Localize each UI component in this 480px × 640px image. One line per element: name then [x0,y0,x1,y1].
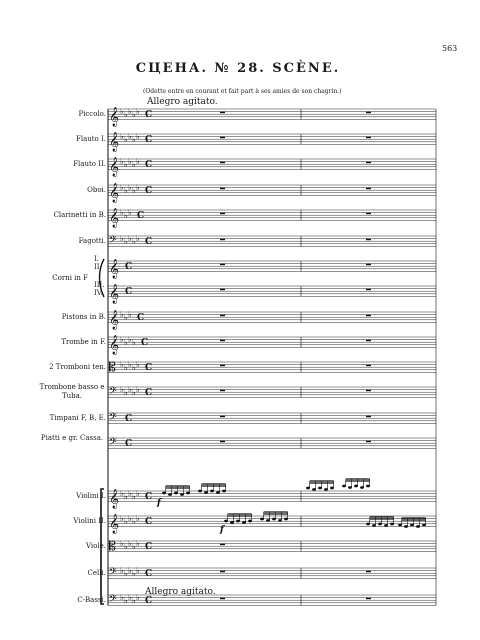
instrument-label: C-Bassi. [77,595,106,604]
note-head [168,493,172,496]
treble-clef-icon: 𝄞 [109,107,120,127]
flat-icon: ♭ [136,107,140,116]
time-signature: C [145,110,153,121]
flat-icon: ♭ [128,539,132,548]
whole-rest [220,264,225,266]
flat-icon: ♭ [124,338,128,347]
flat-icon: ♭ [128,514,132,523]
whole-rest [220,365,225,367]
treble-clef-icon: 𝄞 [109,259,120,279]
flat-icon: ♭ [128,208,132,217]
treble-clef-icon: 𝄞 [109,310,120,330]
alto-clef-icon: 𝄡 [109,539,116,553]
note-head [404,525,408,528]
whole-rest [220,289,225,291]
flat-icon: ♭ [128,107,132,116]
flat-icon: ♭ [124,363,128,372]
flat-icon: ♭ [132,135,136,144]
flat-icon: ♭ [128,566,132,575]
flat-icon: ♭ [124,186,128,195]
flat-icon: ♭ [136,539,140,548]
whole-rest [220,188,225,190]
note-head [260,518,264,521]
whole-rest [220,239,225,241]
whole-rest [366,162,371,164]
note-head [422,524,426,527]
horn-number-label: I. [94,255,99,263]
instrument-label: Flauto I. [75,134,106,143]
flat-icon: ♭ [124,211,128,220]
whole-rest [220,137,225,139]
note-head [318,487,322,490]
flat-icon: ♭ [124,313,128,322]
instrument-label: Violini II. [73,516,106,525]
flat-icon: ♭ [136,132,140,141]
whole-rest [366,315,371,317]
flat-icon: ♭ [120,310,124,319]
whole-rest [366,137,371,139]
note-head [416,525,420,528]
flat-icon: ♭ [124,135,128,144]
time-signature: C [145,237,153,248]
flat-icon: ♭ [136,183,140,192]
whole-rest [366,289,371,291]
whole-rest [366,239,371,241]
note-head [324,488,328,491]
whole-rest [220,112,225,114]
flat-icon: ♭ [136,514,140,523]
note-head [198,490,202,493]
tempo-marking-bottom: Allegro agitato. [145,587,216,597]
time-signature: C [137,211,145,222]
note-head [348,486,352,489]
note-head [366,523,370,526]
horn-number-label: III. [94,281,105,289]
note-head [342,485,346,488]
flat-icon: ♭ [124,110,128,119]
flat-icon: ♭ [128,385,132,394]
note-head [378,523,382,526]
time-signature: C [145,542,153,553]
flat-icon: ♭ [124,596,128,605]
flat-icon: ♭ [132,110,136,119]
flat-icon: ♭ [132,542,136,551]
note-head [216,491,220,494]
whole-rest [220,390,225,392]
whole-rest [220,162,225,164]
note-head [312,488,316,491]
time-signature: C [137,313,145,324]
horn-number-label: II. [94,263,102,271]
whole-rest [220,544,225,546]
note-head [266,519,270,522]
flat-icon: ♭ [120,107,124,116]
note-head [306,487,310,490]
whole-rest [220,571,225,573]
horn-group-label: Corni in F [52,274,88,282]
note-head [248,520,252,523]
instrument-label: Piatti e gr. Cassa. [40,434,104,443]
flat-icon: ♭ [124,388,128,397]
flat-icon: ♭ [120,183,124,192]
instrument-label: Timpani F, B, E. [49,413,106,422]
flat-icon: ♭ [124,160,128,169]
note-head [180,493,184,496]
flat-icon: ♭ [128,157,132,166]
flat-icon: ♭ [132,338,136,347]
note-head [210,490,214,493]
flat-icon: ♭ [136,489,140,498]
flat-icon: ♭ [128,132,132,141]
instrument-label: Piccolo. [78,109,106,118]
whole-rest [220,598,225,600]
alto-clef-icon: 𝄡 [109,360,116,374]
instrument-label: Trombe in F. [61,337,106,346]
flat-icon: ♭ [132,186,136,195]
dynamic-forte: f [157,498,161,508]
flat-icon: ♭ [120,385,124,394]
note-head [204,491,208,494]
page-title: СЦЕНА. № 28. SCÈNE. [135,61,341,76]
flat-icon: ♭ [124,492,128,501]
treble-clef-icon: 𝄞 [109,208,120,228]
dynamic-forte: f [220,525,224,535]
time-signature: C [125,439,133,450]
horn-number-label: IV. [94,289,103,297]
instrument-label: Flauto II. [73,159,106,168]
whole-rest [366,188,371,190]
flat-icon: ♭ [136,157,140,166]
note-head [272,518,276,521]
flat-icon: ♭ [124,569,128,578]
flat-icon: ♭ [120,208,124,217]
instrument-label: Oboi. [87,185,106,194]
treble-clef-icon: 𝄞 [109,183,120,203]
whole-rest [220,441,225,443]
whole-rest [366,598,371,600]
note-head [284,518,288,521]
flat-icon: ♭ [128,335,132,344]
tempo-marking-top: Allegro agitato. [147,97,218,107]
whole-rest [366,571,371,573]
flat-icon: ♭ [120,489,124,498]
note-head [162,492,166,495]
flat-icon: ♭ [120,566,124,575]
whole-rest [366,365,371,367]
flat-icon: ♭ [124,517,128,526]
note-head [186,492,190,495]
treble-clef-icon: 𝄞 [109,335,120,355]
flat-icon: ♭ [120,234,124,243]
flat-icon: ♭ [120,335,124,344]
stage-direction: (Odette entre en courant et fait part à ses amies de son chagrin.) [143,88,342,95]
time-signature: C [125,287,133,298]
whole-rest [220,315,225,317]
note-head [366,485,370,488]
flat-icon: ♭ [136,593,140,602]
bass-clef-icon: 𝄢 [109,436,117,450]
time-signature: C [145,569,153,580]
instrument-label: Trombone basso e Tuba. [39,383,105,401]
whole-rest [220,416,225,418]
time-signature: C [145,388,153,399]
treble-clef-icon: 𝄞 [109,284,120,304]
flat-icon: ♭ [120,132,124,141]
time-signature: C [145,363,153,374]
time-signature: C [125,414,133,425]
flat-icon: ♭ [120,514,124,523]
strings-bracket [101,489,104,604]
time-signature: C [125,262,133,273]
treble-clef-icon: 𝄞 [109,157,120,177]
flat-icon: ♭ [128,234,132,243]
instrument-label: Pistons in B. [61,312,106,321]
flat-icon: ♭ [120,539,124,548]
whole-rest [366,213,371,215]
flat-icon: ♭ [120,360,124,369]
treble-clef-icon: 𝄞 [109,514,120,534]
flat-icon: ♭ [136,385,140,394]
flat-icon: ♭ [132,237,136,246]
time-signature: C [145,186,153,197]
flat-icon: ♭ [128,360,132,369]
flat-icon: ♭ [128,593,132,602]
time-signature: C [145,160,153,171]
flat-icon: ♭ [124,542,128,551]
whole-rest [366,112,371,114]
note-head [398,524,402,527]
time-signature: C [145,492,153,503]
instrument-label: Violini I. [76,491,106,500]
time-signature: C [141,338,149,349]
note-head [354,485,358,488]
bass-clef-icon: 𝄢 [109,593,117,607]
bass-clef-icon: 𝄢 [109,385,117,399]
bass-clef-icon: 𝄢 [109,566,117,580]
flat-icon: ♭ [136,360,140,369]
flat-icon: ♭ [128,183,132,192]
whole-rest [220,213,225,215]
note-head [242,521,246,524]
note-head [174,492,178,495]
flat-icon: ♭ [132,517,136,526]
note-head [372,524,376,527]
whole-rest [366,390,371,392]
note-head [236,520,240,523]
flat-icon: ♭ [124,237,128,246]
note-head [384,524,388,527]
flat-icon: ♭ [132,388,136,397]
note-head [330,487,334,490]
note-head [224,520,228,523]
instrument-label: Celli. [87,568,106,577]
note-head [222,490,226,493]
flat-icon: ♭ [132,160,136,169]
bass-clef-icon: 𝄢 [109,411,117,425]
horn-brace [100,259,105,297]
flat-icon: ♭ [132,363,136,372]
flat-icon: ♭ [120,157,124,166]
time-signature: C [145,517,153,528]
note-head [278,519,282,522]
bass-clef-icon: 𝄢 [109,234,117,248]
time-signature: C [145,596,153,607]
flat-icon: ♭ [132,492,136,501]
note-head [360,486,364,489]
flat-icon: ♭ [120,593,124,602]
flat-icon: ♭ [132,569,136,578]
flat-icon: ♭ [128,310,132,319]
flat-icon: ♭ [136,566,140,575]
treble-clef-icon: 𝄞 [109,132,120,152]
note-head [230,521,234,524]
whole-rest [366,340,371,342]
time-signature: C [145,135,153,146]
flat-icon: ♭ [128,489,132,498]
flat-icon: ♭ [136,234,140,243]
instrument-label: Viole. [86,541,106,550]
whole-rest [366,264,371,266]
whole-rest [366,441,371,443]
note-head [390,523,394,526]
treble-clef-icon: 𝄞 [109,489,120,509]
flat-icon: ♭ [132,596,136,605]
note-head [410,524,414,527]
whole-rest [220,340,225,342]
instrument-label: 2 Tromboni ten. [49,362,106,371]
instrument-label: Fagotti. [78,236,106,245]
page-number: 563 [442,44,458,53]
whole-rest [366,416,371,418]
instrument-label: Clarinetti in B. [53,210,106,219]
